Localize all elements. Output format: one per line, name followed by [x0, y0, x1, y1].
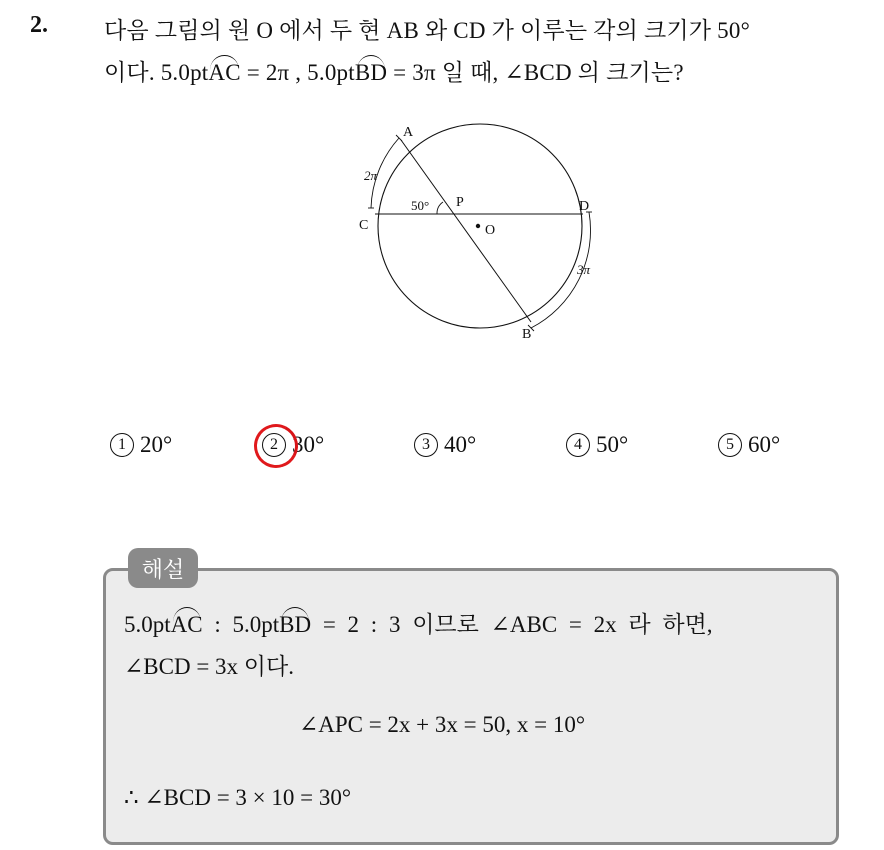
question-text-mid-2: = 3π 일 때, ∠BCD 의 크기는? [387, 60, 684, 85]
question-number: 2. [30, 12, 48, 38]
label-o: O [485, 223, 496, 238]
question-text-line-1: 다음 그림의 원 O 에서 두 현 AB 와 CD 가 이루는 각의 크기가 50° [104, 18, 750, 43]
choice-3[interactable] [414, 432, 476, 458]
question-text-mid-1: = 2π , 5.0pt [240, 60, 355, 85]
arc-ac-symbol: AC [208, 60, 241, 85]
choice-3-mark: 3 [414, 433, 438, 457]
choice-1-value: 20° [140, 432, 173, 457]
circle-diagram [355, 122, 595, 342]
label-arc-ac: 2π [364, 168, 378, 183]
choice-1[interactable] [110, 432, 172, 458]
label-a: A [403, 125, 414, 140]
question-text-prefix: 이다. 5.0pt [104, 60, 209, 85]
answer-circle-mark [248, 418, 303, 473]
question-text-line-2 [104, 54, 684, 87]
label-d: D [579, 199, 590, 214]
solution-line-1-rest: = 2 : 3 이므로 ∠ABC = 2x 라 하면, [311, 612, 713, 637]
choice-2-mark: 2 [262, 433, 286, 457]
circle-figure [355, 122, 595, 342]
choice-4-value: 50° [596, 432, 629, 457]
choice-2[interactable] [262, 432, 324, 458]
label-arc-bd: 3π [577, 262, 591, 277]
angle-mark [437, 202, 443, 214]
center-dot [476, 224, 480, 228]
choice-4-mark: 4 [566, 433, 590, 457]
choice-2-mark-wrap [262, 433, 286, 457]
choice-4[interactable] [566, 432, 628, 458]
solution-line-3: ∠APC = 2x + 3x = 50, x = 10° [298, 712, 586, 737]
choice-5-mark: 5 [718, 433, 742, 457]
choice-2-value: 30° [292, 432, 325, 457]
solution-line-1 [124, 606, 713, 639]
solution-line-1-prefix: 5.0pt [124, 612, 171, 637]
choice-5-value: 60° [748, 432, 781, 457]
label-angle: 50° [411, 198, 430, 213]
solution-arc-bd: BD [279, 612, 312, 637]
solution-line-4: ∴ ∠BCD = 3 × 10 = 30° [124, 785, 352, 810]
label-c: C [359, 218, 369, 233]
label-p: P [456, 195, 464, 210]
chord-ab [401, 140, 531, 322]
label-b: B [522, 327, 532, 342]
solution-line-2: ∠BCD = 3x 이다. [124, 654, 294, 679]
arc-bd-symbol: BD [354, 60, 388, 85]
solution-tag: 해설 [128, 548, 198, 588]
solution-arc-ac: AC [170, 612, 203, 637]
choice-1-mark: 1 [110, 433, 134, 457]
solution-line-1-mid: : 5.0pt [202, 612, 280, 637]
answer-choices [0, 432, 884, 466]
choice-5[interactable] [718, 432, 780, 458]
choice-3-value: 40° [444, 432, 477, 457]
